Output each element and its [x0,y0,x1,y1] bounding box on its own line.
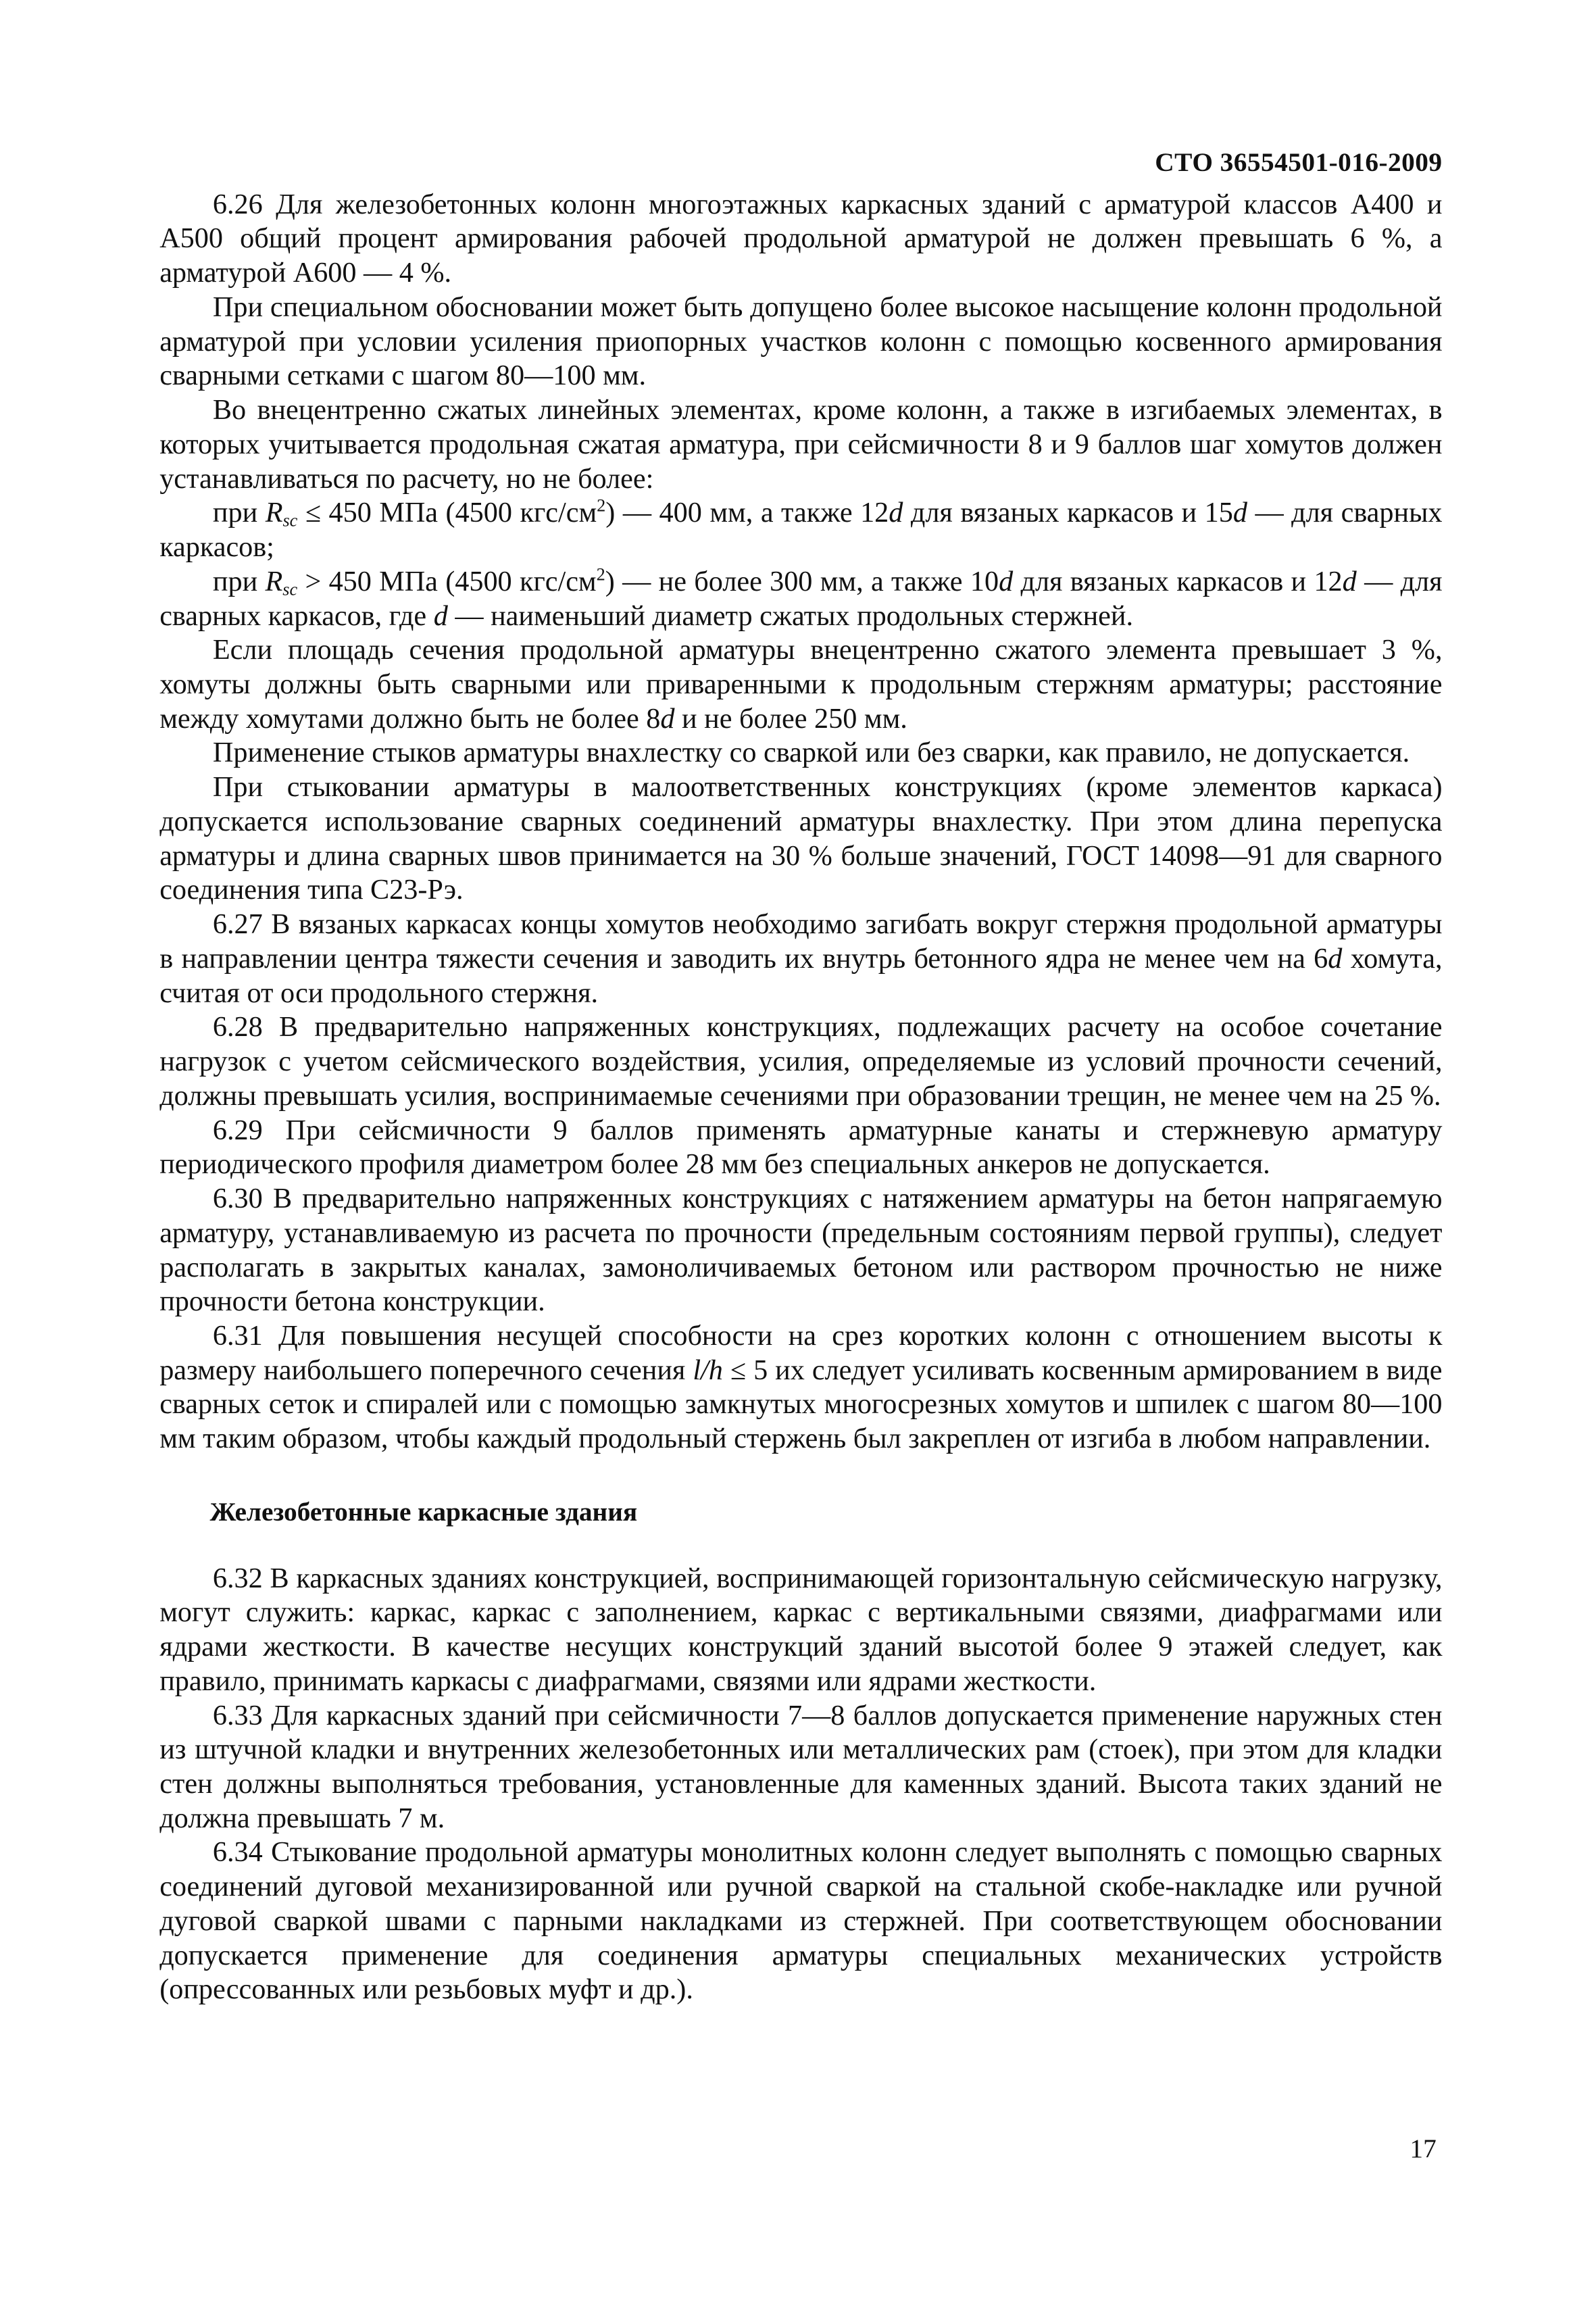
paragraph-6-29: 6.29 При сейсмичности 9 баллов применять арматурные канаты и стержневую арматуру периодического профиля диаметром более 28 мм без специальных анкеров не допускается. [159,1114,1443,1181]
page-number: 17 [1410,2133,1437,2163]
document-body [159,188,1442,2007]
paragraph-6-26-eccentric: Во внецентренно сжатых линейных элементах, кроме колонн, а также в изгибаемых элементах, в которых учитывается продольная сжатая арматура, при сейсмичности 8 и 9 баллов шаг хомутов должен устанавливаться по расчету, но не более: [159,394,1443,495]
paragraph-6-31: 6.31 Для повышения несущей способности на срез коротких колонн с отношением высоты к размеру наибольшего поперечного сечения l/h ≤ 5 их следует усиливать косвенным армированием в виде сварных сеток и спиралей или с помощью замкнутых многосрезных хомутов и шпилек с шагом 80—100 мм таким образом, чтобы каждый продольный стержень был закреплен от изгиба в любом направлении. [159,1319,1443,1455]
paragraph-6-34: 6.34 Стыкование продольной арматуры монолитных колонн следует выполнять с помощью сварных соединений дуговой механизированной или ручной сваркой на стальной скобе-накладке или ручной дуговой сваркой швами с парными накладками из стержней. При соответствующем обосновании допускается применение для соединения арматуры специальных механических устройств (опрессованных или резьбовых муфт и др.). [159,1836,1443,2006]
paragraph-rsc-gt-450: при $R_{sc} > 450$ МПа (4500 кгс/$см^2$) — не более 300 мм, а также 10d для вязаных каркасов и 12d — для сварных каркасов, где d — наименьший диаметр сжатых продольных стержней. [159,564,1443,632]
paragraph-rsc-le-450: при $R_{sc} \le 450$ МПа (4500 кгс/$см^2$) — 400 мм, а также 12d для вязаных каркасов и 15d — для сварных каркасов; [159,496,1443,564]
paragraph-6-26: 6.26 Для железобетонных колонн многоэтажных каркасных зданий с арматурой классов А400 и А500 общий процент армирования рабочей продольной арматурой не должен превышать 6 %, а арматурой А600 — 4 %. [159,188,1443,289]
paragraph-6-28: 6.28 В предварительно напряженных конструкциях, подлежащих расчету на особое сочетание нагрузок с учетом сейсмического воздействия, усилия, определяемые из условий прочности сечений, должны превышать усилия, воспринимаемые сечениями при образовании трещин, не менее чем на 25 %. [159,1011,1443,1112]
paragraph-6-30: 6.30 В предварительно напряженных конструкциях с натяжением арматуры на бетон напрягаемую арматуру, устанавливаемую из расчета по прочности (предельным состояниям первой группы), следует располагать в закрытых каналах, замоноличиваемых бетоном или раствором прочностью не ниже прочности бетона конструкции. [159,1183,1443,1318]
section-title: Железобетонные каркасные здания [209,1496,638,1527]
paragraph-6-26-special: При специальном обосновании может быть допущено более высокое насыщение колонн продольной арматурой при условии усиления приопорных участков колонн с помощью косвенного армирования сварными сетками с шагом 80—100 мм. [159,291,1443,392]
paragraph-6-26-lap-joints: Применение стыков арматуры внахлестку со сваркой или без сварки, как правило, не допускается. [212,737,1410,769]
paragraph-6-32: 6.32 В каркасных зданиях конструкцией, воспринимающей горизонтальную сейсмическую нагрузку, могут служить: каркас, каркас с заполнением, каркас с вертикальными связями, диафрагмами или ядрами жесткости. В качестве несущих конструкций зданий высотой более 9 этажей следует, как правило, принимать каркасы с диафрагмами, связями или ядрами жесткости. [159,1562,1443,1697]
paragraph-6-26-area: Если площадь сечения продольной арматуры внецентренно сжатого элемента превышает 3 %, хомуты должны быть сварными или приваренными к продольным стержням арматуры; расстояние между хомутами должно быть не более 8d и не более 250 мм. [159,634,1443,735]
document-code-header: СТО 36554501-016-2009 [1155,147,1443,177]
paragraph-6-27: 6.27 В вязаных каркасах концы хомутов необходимо загибать вокруг стержня продольной арматуры в направлении центра тяжести сечения и заводить их внутрь бетонного ядра не менее чем на 6d хомута, считая от оси продольного стержня. [159,908,1443,1009]
paragraph-6-33: 6.33 Для каркасных зданий при сейсмичности 7—8 баллов допускается применение наружных стен из штучной кладки и внутренних железобетонных или металлических рам (стоек), при этом для кладки стен должны выполняться требования, установленные для каменных зданий. Высота таких зданий не должна превышать 7 м. [159,1699,1443,1834]
paragraph-6-26-low-responsibility: При стыковании арматуры в малоответственных конструкциях (кроме элементов каркаса) допускается использование сварных соединений арматуры внахлестку. При этом длина перепуска арматуры и длина сварных швов принимается на 30 % больше значений, ГОСТ 14098—91 для сварного соединения типа С23-Рэ. [159,771,1443,906]
